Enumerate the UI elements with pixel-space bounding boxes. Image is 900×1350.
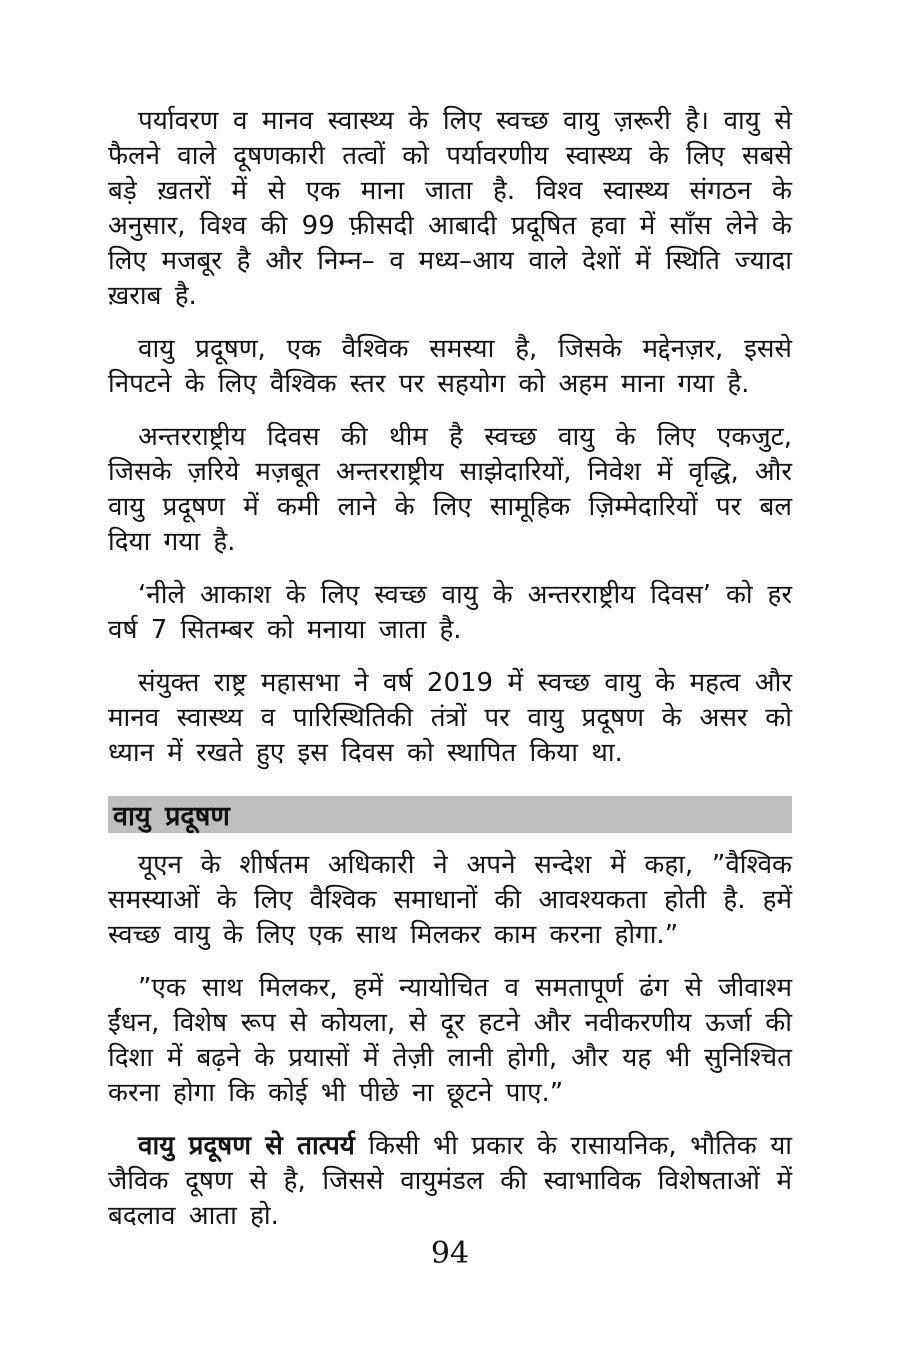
paragraph-global-problem: वायु प्रदूषण, एक वैश्विक समस्या है, जिसके मद्देनज़र, इससे निपटने के लिए वैश्विक स्तर पर सहयोग को अहम माना गया है. <box>108 334 792 399</box>
paragraph-fossil-fuel-quote: ”एक साथ मिलकर, हमें न्यायोचित व समतापूर्ण ढंग से जीवाश्म ईंधन, विशेष रूप से कोयला, से दूर हटने और नवीकरणीय ऊर्जा की दिशा में बढ़ने के प्रयासों में तेज़ी लानी होगी, और यह भी सुनिश्चित करना होगा कि कोई भी पीछे ना छूटने पाए.” <box>108 973 792 1108</box>
paragraph-clean-air-importance: पर्यावरण व मानव स्वास्थ्य के लिए स्वच्छ वायु ज़रूरी है। वायु से फैलने वाले दूषणकारी तत्वों को पर्यावरणीय स्वास्थ्य के लिए सबसे बड़े ख़तरों में से एक माना जाता है. विश्व स्वास्थ्य संगठन के अनुसार, विश्व की 99 फ़ीसदी आबादी प्रदूषित हवा में साँस लेने के लिए मजबूर है और निम्न– व मध्य–आय वाले देशों में स्थिति ज्यादा ख़राब है. <box>108 106 792 311</box>
paragraph-air-pollution-definition <box>108 1129 792 1234</box>
section-header-air-pollution <box>108 796 792 833</box>
definition-text: किसी भी प्रकार के रासायनिक, भौतिक या जैविक दूषण से है, जिससे वायुमंडल की स्वाभाविक विशेषताओं में बदलाव आता हो. <box>108 1131 793 1231</box>
paragraph-blue-skies-day-date: ‘नीले आकाश के लिए स्वच्छ वायु के अन्तरराष्ट्रीय दिवस’ को हर वर्ष 7 सितम्बर को मनाया जाता है. <box>108 580 792 645</box>
paragraph-international-day-theme: अन्तरराष्ट्रीय दिवस की थीम है स्वच्छ वायु के लिए एकजुट, जिसके ज़रिये मज़बूत अन्तरराष्ट्रीय साझेदारियों, निवेश में वृद्धि, और वायु प्रदूषण में कमी लाने के लिए सामूहिक ज़िम्मेदारियों पर बल दिया गया है. <box>108 422 792 557</box>
paragraph-un-official-message: यूएन के शीर्षतम अधिकारी ने अपने सन्देश में कहा, ”वैश्विक समस्याओं के लिए वैश्विक समाधानों की आवश्यकता होती है. हमें स्वच्छ वायु के लिए एक साथ मिलकर काम करना होगा.” <box>108 850 792 950</box>
definition-term: वायु प्रदूषण से तात्पर्य <box>138 1131 355 1161</box>
section-header-label: वायु प्रदूषण <box>113 801 230 832</box>
page-content <box>108 104 792 1252</box>
paragraph-un-general-assembly-2019: संयुक्त राष्ट्र महासभा ने वर्ष 2019 में स्वच्छ वायु के महत्व और मानव स्वास्थ्य व पारिस्थितिकी तंत्रों पर वायु प्रदूषण के असर को ध्यान में रखते हुए इस दिवस को स्थापित किया था. <box>108 668 792 768</box>
page-number: 94 <box>430 1236 470 1271</box>
